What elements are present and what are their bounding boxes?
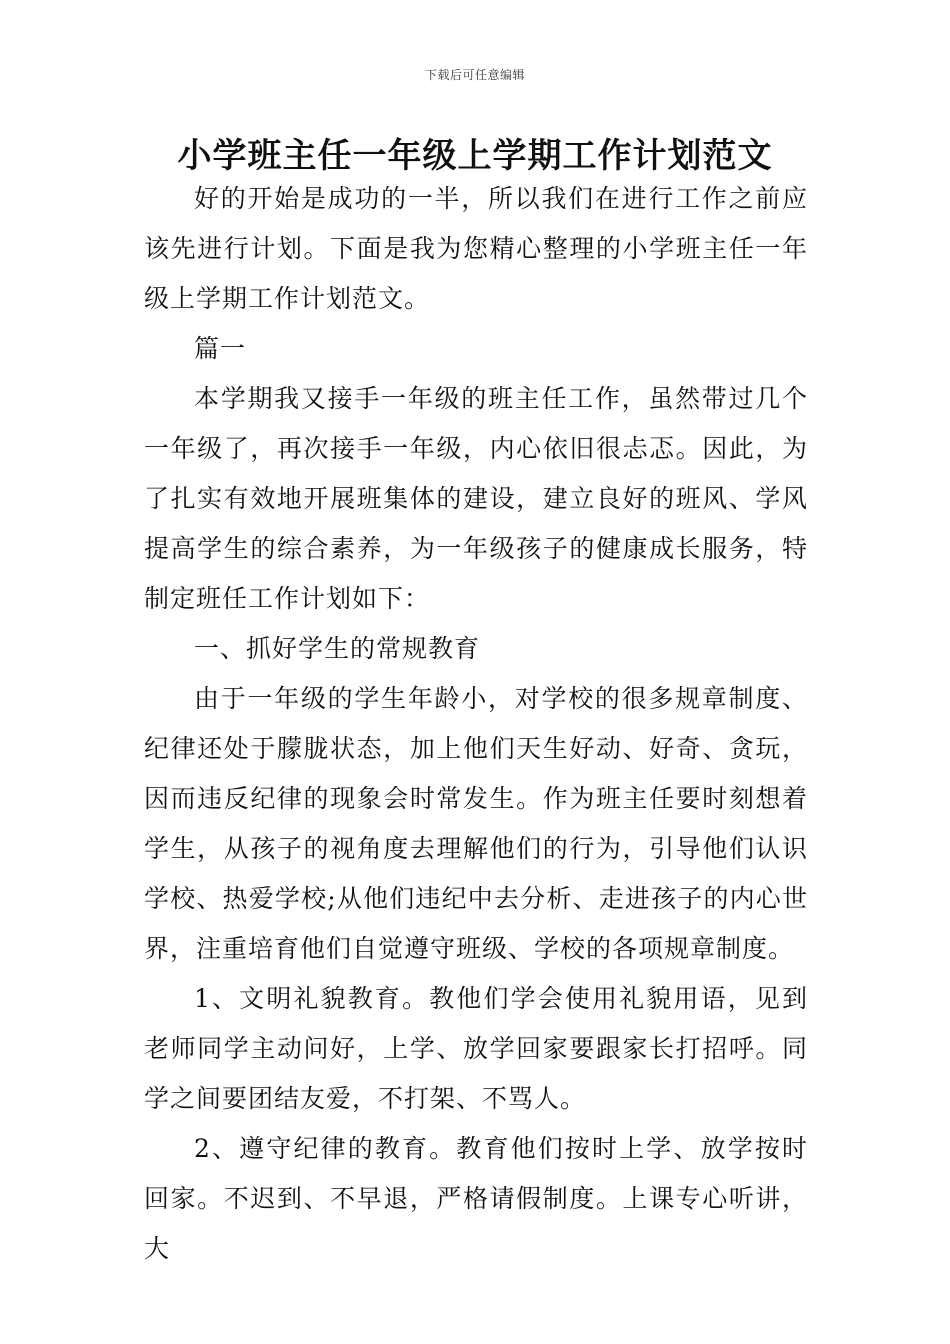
header-note: 下载后可任意编辑 [424, 68, 525, 82]
paragraph-intro: 好的开始是成功的一半，所以我们在进行工作之前应该先进行计划。下面是我为您精心整理的小学班主任一年级上学期工作计划范文。 [144, 184, 808, 313]
paragraph-background: 本学期我又接手一年级的班主任工作，虽然带过几个一年级了，再次接手一年级，内心依旧很忐忑。因此，为了扎实有效地开展班集体的建设，建立良好的班风、学风提高学生的综合素养，为一年级孩子的健康成长服务，特制定班任工作计划如下： [144, 384, 808, 613]
section-heading-part-one: 篇一 [194, 334, 247, 363]
paragraph-routine-education: 由于一年级的学生年龄小，对学校的很多规章制度、纪律还处于朦胧状态，加上他们天生好动、好奇、贪玩，因而违反纪律的现象会时常发生。作为班主任要时刻想着学生，从孩子的视角度去理解他们的行为，引导他们认识学校、热爱学校;从他们违纪中去分析、走进孩子的内心世界，注重培育他们自觉遵守班级、学校的各项规章制度。 [144, 684, 808, 963]
document-title: 小学班主任一年级上学期工作计划范文 [177, 136, 773, 176]
paragraph-discipline-education: 2、遵守纪律的教育。教育他们按时上学、放学按时回家。不迟到、不早退，严格请假制度。上课专心听讲，大 [144, 1134, 808, 1263]
paragraph-courtesy-education: 1、文明礼貌教育。教他们学会使用礼貌用语，见到老师同学主动问好，上学、放学回家要跟家长打招呼。同学之间要团结友爱，不打架、不骂人。 [144, 984, 808, 1113]
section-heading-routine-education: 一、抓好学生的常规教育 [194, 634, 481, 663]
document-body [144, 174, 808, 1274]
